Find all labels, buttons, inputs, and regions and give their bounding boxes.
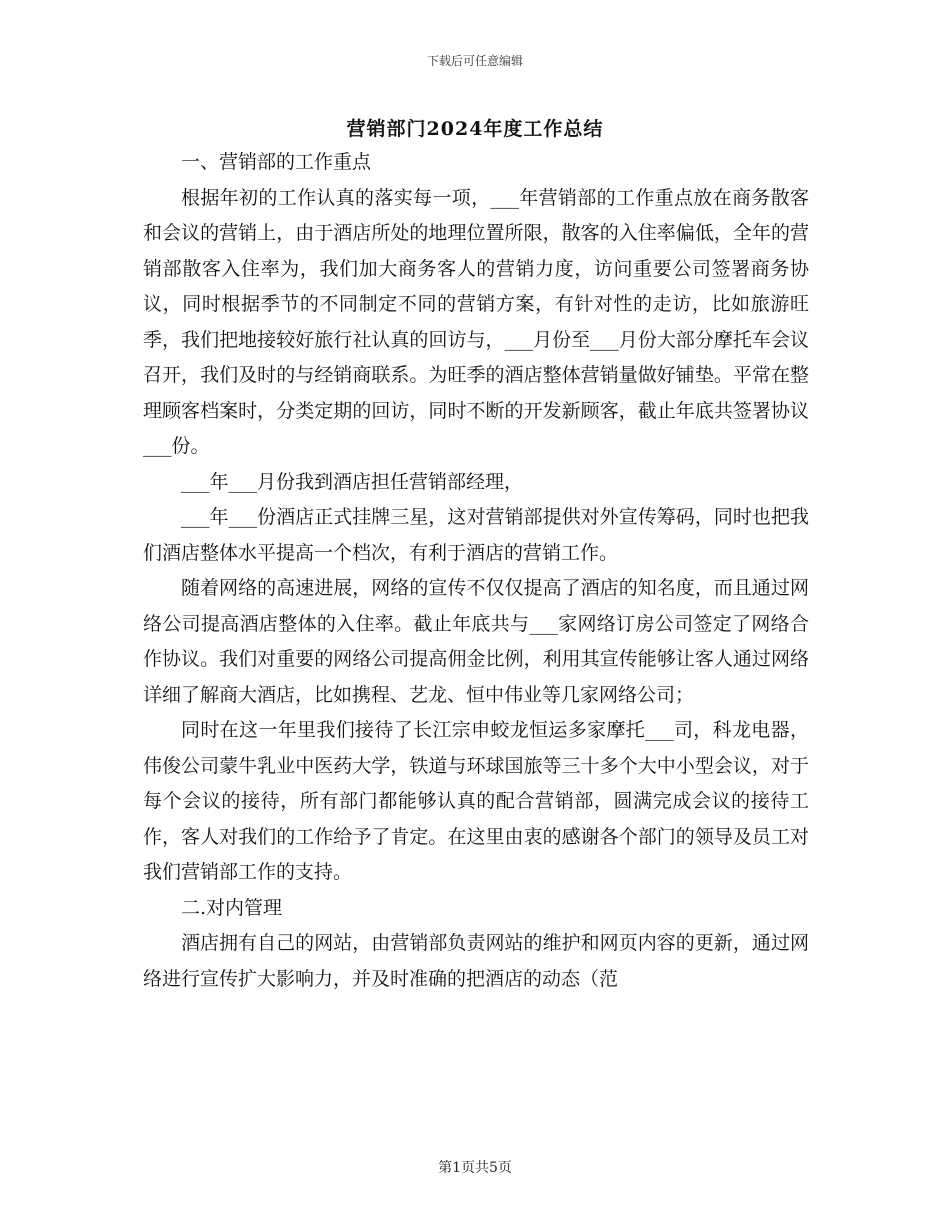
paragraph: ___年___月份我到酒店担任营销部经理，: [181, 470, 524, 493]
paragraph: 酒店拥有自己的网站，由营销部负责网站的维护和网页内容的更新，通过网络进行宣传扩大影响力，并及时准确的把酒店的动态（范: [143, 932, 809, 990]
page-number: 第1页共5页: [438, 1160, 512, 1176]
document-title: 营销部门2024年度工作总结: [346, 118, 604, 140]
paragraph: 同时在这一年里我们接待了长江宗申蛟龙恒运多家摩托___司，科龙电器，伟俊公司蒙牛乳业中医药大学，铁道与环球国旅等三十多个大中小型会议，对于每个会议的接待，所有部门都能够认真的配合营销部，圆满完成会议的接待工作，客人对我们的工作给予了肯定。在这里由衷的感谢各个部门的领导及员工对我们营销部工作的支持。: [143, 719, 809, 883]
paragraph: 随着网络的高速进展，网络的宣传不仅仅提高了酒店的知名度，而且通过网络公司提高酒店整体的入住率。截止年底共与___家网络订房公司签定了网络合作协议。我们对重要的网络公司提高佣金比例，利用其宣传能够让客人通过网络详细了解商大酒店，比如携程、艺龙、恒中伟业等几家网络公司；: [143, 577, 809, 706]
section-heading-2: 二.对内管理: [181, 896, 283, 919]
section-heading-1: 一、营销部的工作重点: [181, 151, 372, 173]
paragraph: 根据年初的工作认真的落实每一项，___年营销部的工作重点放在商务散客和会议的营销上，由于酒店所处的地理位置所限，散客的入住率偏低，全年的营销部散客入住率为，我们加大商务客人的营销力度，访问重要公司签署商务协议，同时根据季节的不同制定不同的营销方案，有针对性的走访，比如旅游旺季，我们把地接较好旅行社认真的回访与，___月份至___月份大部分摩托车会议召开，我们及时的与经销商联系。为旺季的酒店整体营销量做好铺垫。平常在整理顾客档案时，分类定期的回访，同时不断的开发新顾客，截止年底共签署协议___份。: [143, 186, 809, 457]
paragraph: ___年___份酒店正式挂牌三星，这对营销部提供对外宣传筹码，同时也把我们酒店整体水平提高一个档次，有利于酒店的营销工作。: [143, 506, 809, 564]
document-body: [143, 145, 809, 997]
page-header-note: 下载后可任意编辑: [426, 54, 523, 68]
